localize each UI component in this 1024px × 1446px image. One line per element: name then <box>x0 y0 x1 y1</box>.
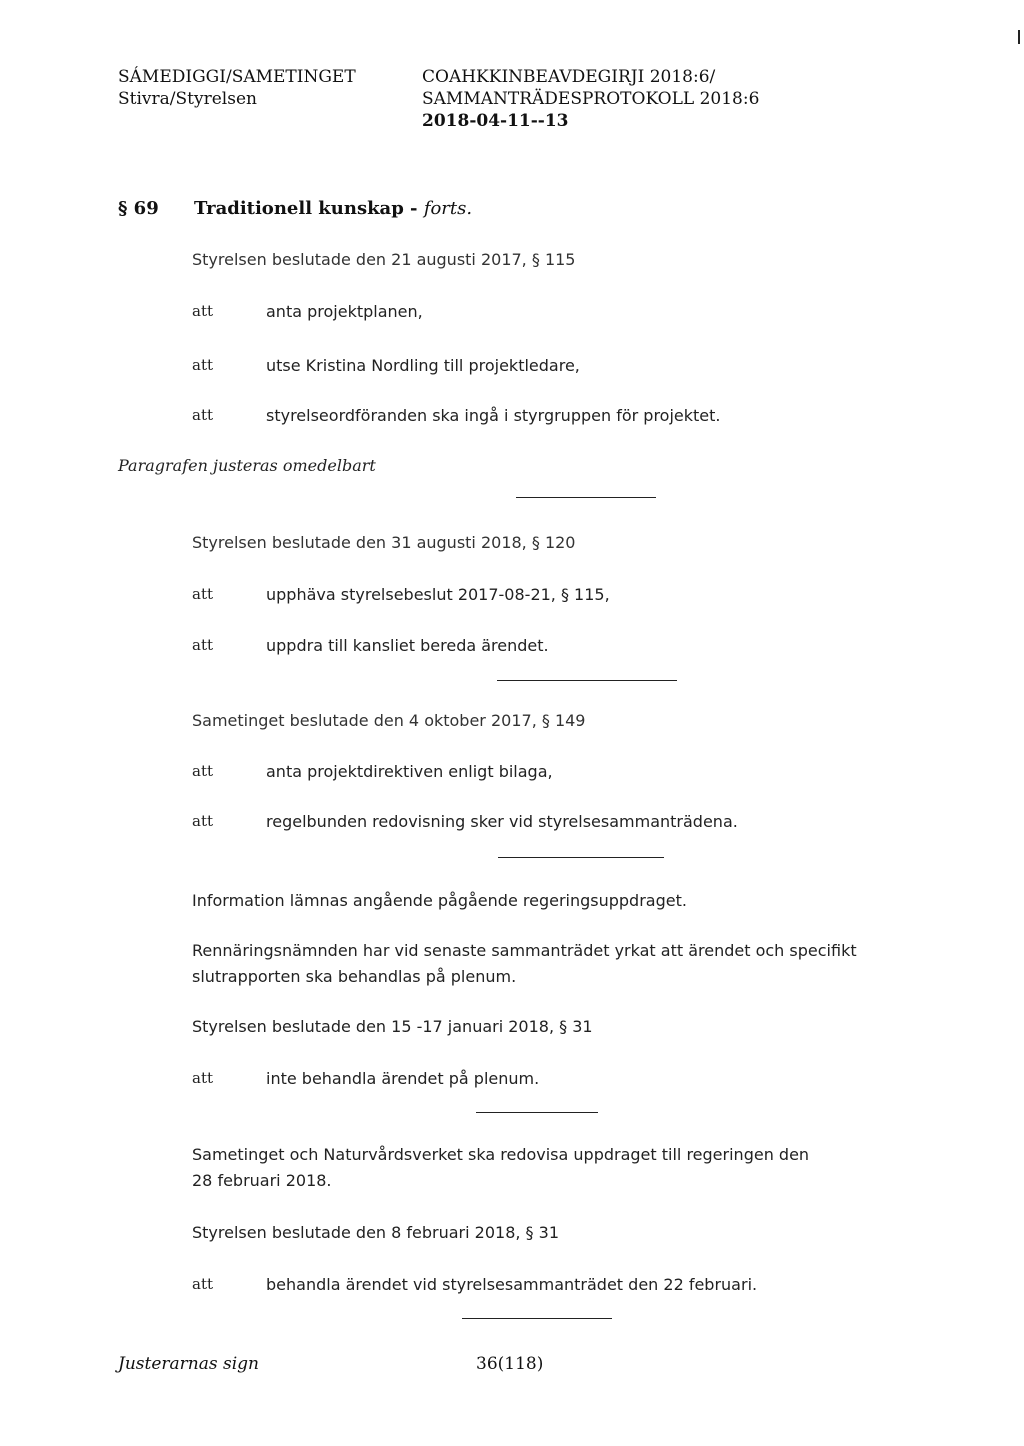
reindeer-committee-line1: Rennäringsnämnden har vid senaste sammanträdet yrkat att ärendet och specifikt <box>192 941 857 960</box>
separator-rule <box>462 1318 612 1319</box>
decision-item: utse Kristina Nordling till projektledare, <box>266 356 580 375</box>
header-document <box>422 66 759 132</box>
org-name: SÁMEDIGGI/SAMETINGET <box>118 67 356 87</box>
section-number: § 69 <box>118 198 159 219</box>
page-number: 36(118) <box>476 1354 544 1374</box>
separator-rule <box>498 857 664 858</box>
decision-item: anta projektplanen, <box>266 302 423 321</box>
section-heading <box>118 198 472 219</box>
decision-item: inte behandla ärendet på plenum. <box>266 1069 540 1088</box>
scan-edge-mark <box>1018 30 1020 44</box>
paragraph-note: Paragrafen justeras omedelbart <box>118 456 376 475</box>
decision-item: anta projektdirektiven enligt bilaga, <box>266 762 553 781</box>
information-text: Information lämnas angående pågående regeringsuppdraget. <box>192 891 687 910</box>
report-text-line2: 28 februari 2018. <box>192 1171 332 1190</box>
att-label: att <box>192 812 213 830</box>
header-organization <box>118 66 356 110</box>
decision-heading-3: Sametinget beslutade den 4 oktober 2017, § 149 <box>192 711 586 730</box>
decision-heading-4: Styrelsen beslutade den 15 -17 januari 2018, § 31 <box>192 1017 593 1036</box>
decision-item: behandla ärendet vid styrelsesammanträdet den 22 februari. <box>266 1275 758 1294</box>
decision-item: upphäva styrelsebeslut 2017-08-21, § 115, <box>266 585 610 604</box>
decision-item: styrelseordföranden ska ingå i styrgruppen för projektet. <box>266 406 721 425</box>
decision-heading-2: Styrelsen beslutade den 31 augusti 2018, § 120 <box>192 533 576 552</box>
doc-title-sami: COAHKKINBEAVDEGIRJI 2018:6/ <box>422 67 716 87</box>
att-label: att <box>192 585 213 603</box>
separator-rule <box>476 1112 598 1113</box>
att-label: att <box>192 636 213 654</box>
decision-item: regelbunden redovisning sker vid styrelsesammanträdena. <box>266 812 738 831</box>
separator-rule <box>516 497 656 498</box>
doc-title-swedish: SAMMANTRÄDESPROTOKOLL 2018:6 <box>422 89 760 109</box>
att-label: att <box>192 1275 213 1293</box>
reindeer-committee-line2: slutrapporten ska behandlas på plenum. <box>192 967 517 986</box>
doc-date: 2018-04-11--13 <box>422 111 569 131</box>
att-label: att <box>192 762 213 780</box>
report-text-line1: Sametinget och Naturvårdsverket ska redovisa uppdraget till regeringen den <box>192 1145 810 1164</box>
decision-heading-1: Styrelsen beslutade den 21 augusti 2017, § 115 <box>192 250 576 269</box>
att-label: att <box>192 302 213 320</box>
att-label: att <box>192 406 213 424</box>
att-label: att <box>192 1069 213 1087</box>
section-title-suffix: forts. <box>423 198 473 219</box>
section-title: Traditionell kunskap - <box>194 198 424 219</box>
org-board: Stivra/Styrelsen <box>118 89 257 109</box>
separator-rule <box>497 680 677 681</box>
decision-heading-5: Styrelsen beslutade den 8 februari 2018, § 31 <box>192 1223 559 1242</box>
decision-item: uppdra till kansliet bereda ärendet. <box>266 636 549 655</box>
att-label: att <box>192 356 213 374</box>
signature-label: Justerarnas sign <box>118 1354 259 1374</box>
